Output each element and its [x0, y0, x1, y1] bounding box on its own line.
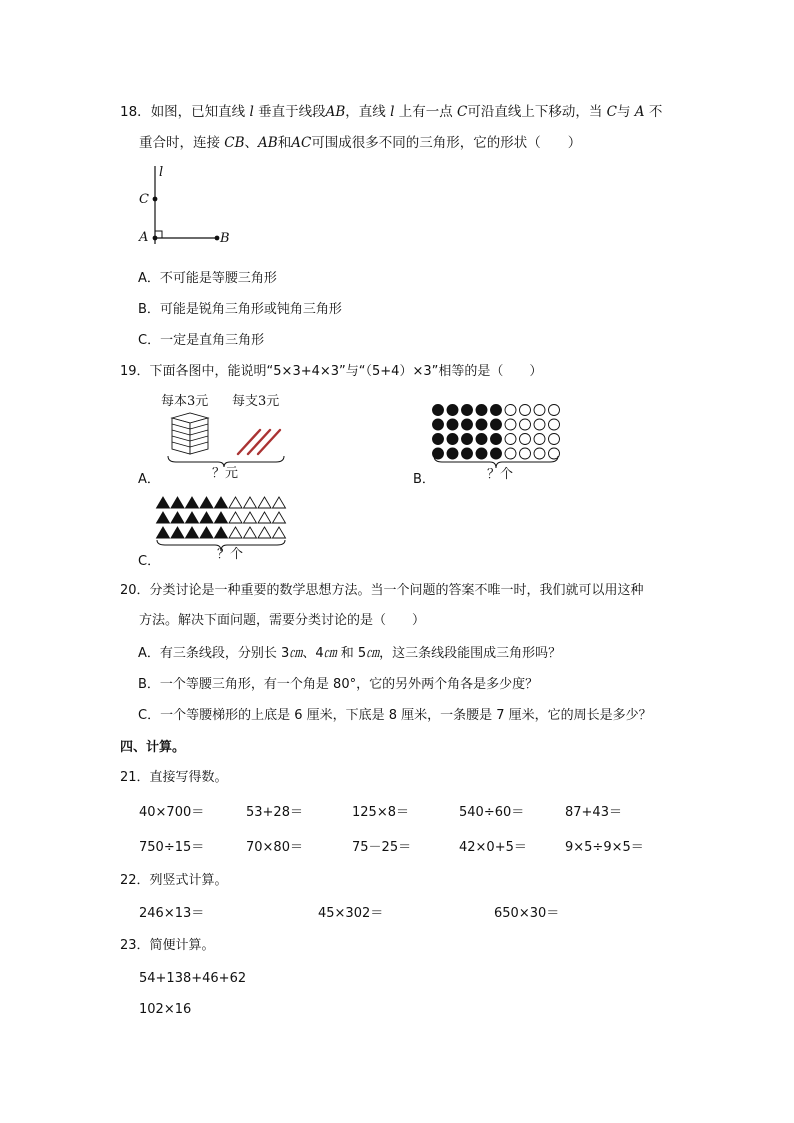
empty-dot	[520, 405, 531, 416]
book-caption: 每本3元	[161, 394, 209, 409]
q21-r2-c2: 70×80＝	[246, 840, 303, 855]
empty-dot	[520, 448, 531, 459]
empty-triangle	[273, 527, 286, 538]
filled-dot	[476, 405, 487, 416]
filled-triangle	[186, 527, 199, 538]
filled-triangle	[200, 527, 213, 538]
filled-dot	[433, 405, 444, 416]
q21-title: 21．直接写得数。	[120, 770, 228, 785]
q20-line2: 方法。解决下面问题，需要分类讨论的是（ ）	[139, 613, 426, 628]
q22-item-3: 650×30＝	[494, 906, 560, 921]
filled-dot	[462, 405, 473, 416]
filled-triangle	[186, 497, 199, 508]
q21-r2-c3: 75－25＝	[352, 840, 412, 855]
label-a: A	[139, 230, 149, 245]
q19-option-b-label: B．	[413, 472, 435, 487]
q19-option-c-label: C．	[138, 554, 161, 569]
empty-triangle	[244, 497, 257, 508]
q21-r1-c2: 53+28＝	[246, 805, 303, 820]
q21-r2-c5: 9×5÷9×5＝	[565, 840, 644, 855]
empty-triangle	[244, 527, 257, 538]
section-4-title: 四、计算。	[120, 740, 186, 755]
q23-item-2: 102×16	[139, 1002, 192, 1017]
optC-total: ？个	[217, 547, 244, 562]
q18-line1: 18．如图，已知直线 l 垂直于线段AB，直线 l 上有一点 C可沿直线上下移动，当 C与 A 不	[120, 104, 663, 120]
q21-r2-c1: 750÷15＝	[139, 840, 205, 855]
empty-triangle	[244, 512, 257, 523]
q18-option-c: C．一定是直角三角形	[138, 333, 265, 348]
empty-dot	[520, 434, 531, 445]
filled-dot	[491, 405, 502, 416]
point-a	[153, 236, 158, 241]
point-b	[215, 236, 220, 241]
q21-r2-c4: 42×0+5＝	[459, 840, 527, 855]
filled-dot	[491, 419, 502, 430]
filled-dot	[433, 419, 444, 430]
q18-line2: 重合时，连接 CB、AB和AC可围成很多不同的三角形，它的形状（ ）	[139, 135, 582, 151]
empty-dot	[505, 434, 516, 445]
empty-dot	[534, 448, 545, 459]
filled-dot	[462, 448, 473, 459]
optB-total: ？个	[487, 467, 514, 482]
q22-item-2: 45×302＝	[318, 906, 384, 921]
empty-triangle	[258, 497, 271, 508]
filled-dot	[433, 434, 444, 445]
empty-dot	[534, 419, 545, 430]
q21-r1-c3: 125×8＝	[352, 805, 409, 820]
empty-triangle	[258, 527, 271, 538]
pen-caption: 每支3元	[232, 394, 280, 409]
book-stack-icon	[172, 413, 208, 454]
empty-dot	[534, 405, 545, 416]
q21-r1-c4: 540÷60＝	[459, 805, 525, 820]
filled-triangle	[157, 497, 170, 508]
empty-triangle	[229, 527, 242, 538]
empty-triangle	[273, 512, 286, 523]
q21-r1-c1: 40×700＝	[139, 805, 205, 820]
q22-title: 22．列竖式计算。	[120, 873, 228, 888]
empty-dot	[520, 419, 531, 430]
optA-total: ？元	[212, 466, 239, 481]
filled-dot	[491, 448, 502, 459]
empty-dot	[549, 419, 560, 430]
q19-optC-figure	[155, 494, 305, 552]
q19-option-a-label: A．	[138, 472, 160, 487]
q22-item-1: 246×13＝	[139, 906, 205, 921]
filled-dot	[447, 419, 458, 430]
filled-triangle	[171, 527, 184, 538]
filled-triangle	[215, 497, 228, 508]
filled-dot	[447, 448, 458, 459]
filled-triangle	[215, 512, 228, 523]
q20-option-a: A．有三条线段，分别长 3㎝、4㎝ 和 5㎝，这三条线段能围成三角形吗？	[138, 646, 562, 661]
point-c	[153, 197, 158, 202]
filled-triangle	[186, 512, 199, 523]
filled-triangle	[200, 512, 213, 523]
q18-number: 18．	[120, 104, 151, 120]
empty-triangle	[273, 497, 286, 508]
q23-title: 23．简便计算。	[120, 938, 215, 953]
q23-item-1: 54+138+46+62	[139, 971, 247, 986]
filled-dot	[447, 434, 458, 445]
q21-r1-c5: 87+43＝	[565, 805, 622, 820]
empty-dot	[549, 434, 560, 445]
q19-text: 19．下面各图中，能说明“5×3+4×3”与“（5+4）×3”相等的是（ ）	[120, 364, 543, 379]
filled-triangle	[171, 512, 184, 523]
q18-option-a: A．不可能是等腰三角形	[138, 271, 277, 286]
q20-option-b: B．一个等腰三角形，有一个角是 80°，它的另外两个角各是多少度？	[138, 677, 539, 692]
filled-triangle	[215, 527, 228, 538]
filled-triangle	[200, 497, 213, 508]
empty-dot	[505, 405, 516, 416]
filled-triangle	[157, 527, 170, 538]
empty-triangle	[229, 512, 242, 523]
q20-option-c: C．一个等腰梯形的上底是 6 厘米，下底是 8 厘米，一条腰是 7 厘米，它的周长是多少？	[138, 708, 652, 723]
empty-triangle	[258, 512, 271, 523]
pens-icon	[238, 430, 280, 454]
label-c: C	[139, 192, 149, 207]
q18-option-b: B．可能是锐角三角形或钝角三角形	[138, 302, 342, 317]
q19-optB-figure	[430, 402, 570, 470]
filled-dot	[476, 448, 487, 459]
label-l: l	[159, 165, 164, 180]
filled-triangle	[157, 512, 170, 523]
filled-dot	[476, 434, 487, 445]
label-b: B	[220, 231, 230, 246]
filled-dot	[476, 419, 487, 430]
filled-dot	[491, 434, 502, 445]
q19-optA-figure	[160, 410, 300, 468]
empty-dot	[534, 434, 545, 445]
empty-triangle	[229, 497, 242, 508]
filled-triangle	[171, 497, 184, 508]
empty-dot	[549, 405, 560, 416]
q20-line1: 20．分类讨论是一种重要的数学思想方法。当一个问题的答案不唯一时，我们就可以用这种	[120, 583, 644, 598]
filled-dot	[462, 419, 473, 430]
empty-dot	[505, 448, 516, 459]
filled-dot	[447, 405, 458, 416]
empty-dot	[505, 419, 516, 430]
filled-dot	[462, 434, 473, 445]
